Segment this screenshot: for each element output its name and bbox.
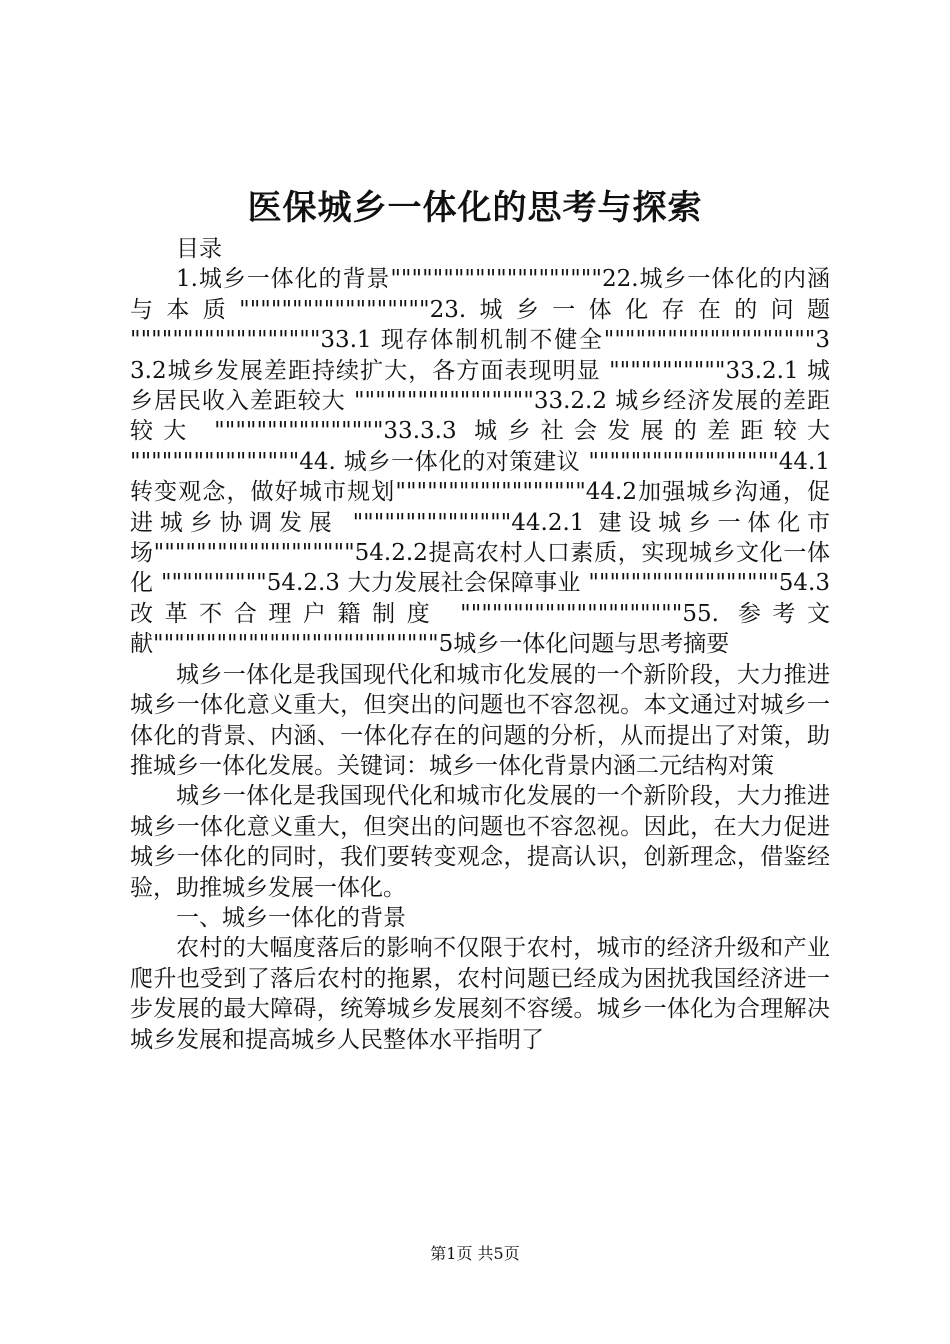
document-title: 医保城乡一体化的思考与探索: [247, 188, 703, 228]
body-paragraph: 农村的大幅度落后的影响不仅限于农村，城市的经济升级和产业爬升也受到了落后农村的拖累，农村问题已经成为困扰我国经济进一步发展的最大障碍，统筹城乡发展刻不容缓。城乡一体化为合理解决城乡发展和提高城乡人民整体水平指明了: [130, 935, 830, 1053]
toc-label: 目录: [176, 236, 222, 262]
intro-paragraph: 城乡一体化是我国现代化和城市化发展的一个新阶段，大力推进城乡一体化意义重大，但突出的问题也不容忽视。因此，在大力促进城乡一体化的同时，我们要转变观念，提高认识，创新理念，借鉴经验，助推城乡发展一体化。: [130, 783, 830, 901]
document-body: [130, 234, 830, 1055]
page-footer: 第1页 共5页: [430, 1244, 520, 1263]
abstract-paragraph: 城乡一体化是我国现代化和城市化发展的一个新阶段，大力推进城乡一体化意义重大，但突出的问题也不容忽视。本文通过对城乡一体化的背景、内涵、一体化存在的问题的分析，从而提出了对策，助推城乡一体化发展。关键词：城乡一体化背景内涵二元结构对策: [130, 661, 830, 779]
section-heading: 一、城乡一体化的背景: [176, 904, 406, 931]
toc-body: 1.城乡一体化的背景""""""""""""""""""""22.城乡一体化的内涵与本质""""""""""""""""""23.城乡一体化存在的问题 """"""""""""""""""33.1 现存体制机制不健全""""""""""""""""""""33.2城乡发展差距持续扩大，各方面表现明显 """""""""""33.2.1 城乡居民收入差距较大 """""""""""""""""33.2.2 城乡经济发展的差距较大 """"""""""""""""33.3.3 城乡社会发展的差距较大 """"""""""""""""44. 城乡一体化的对策建议 """"""""""""""""""44.1 转变观念，做好城市规划""""""""""""""""""44.2加强城乡沟通，促进城乡协调发展 """""""""""""""44.2.1 建设城乡一体化市场"""""""""""""""""""54.2.2提高农村人口素质，实现城乡文化一体化 """"""""""54.2.3 大力发展社会保障事业 """"""""""""""""""54.3 改革不合理户籍制度 """""""""""""""""""""55. 参考文献"""""""""""""""""""""""""""5城乡一体化问题与思考摘要: [130, 266, 830, 658]
